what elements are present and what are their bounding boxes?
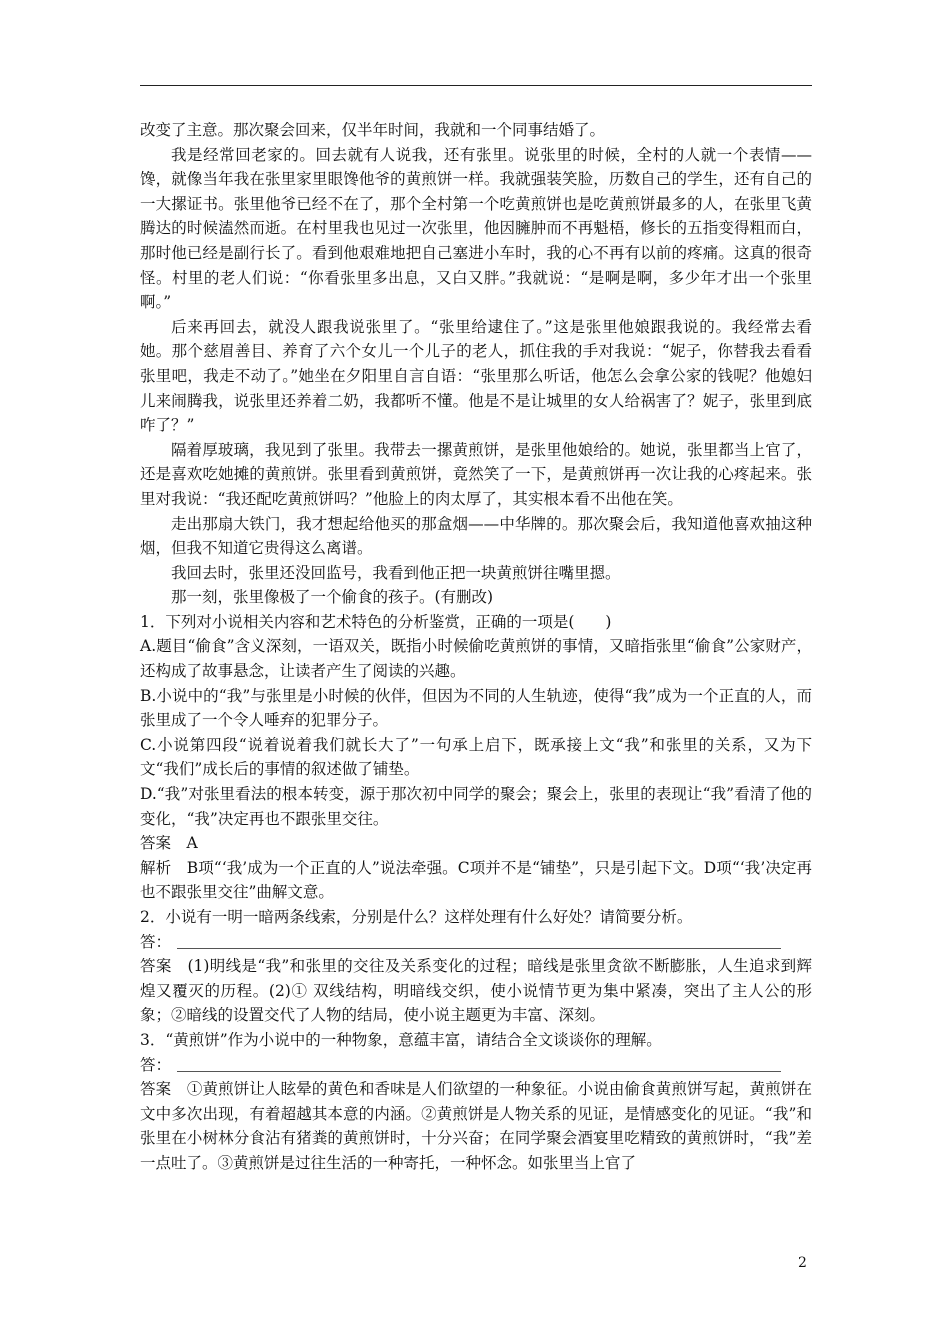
paragraph: 改变了主意。那次聚会回来，仅半年时间，我就和一个同事结婚了。 [140,121,606,139]
question-1: 1．下列对小说相关内容和艺术特色的分析鉴赏，正确的一项是( ) [140,612,612,631]
question-2-answer-line [140,930,812,955]
answer-blank [177,1055,781,1072]
page-number: 2 [798,1255,807,1271]
question-1-option-b: B.小说中的“我”与张里是小时候的伙伴，但因为不同的人生轨迹，使得“我”成为一个正直的人，而张里成了一个令人唾弃的犯罪分子。 [140,686,812,730]
paragraph: 我回去时，张里还没回监号，我看到他正把一块黄煎饼往嘴里摁。 [171,563,621,582]
answer-blank [177,932,781,949]
question-1-option-d: D.“我”对张里看法的根本转变，源于那次初中同学的聚会；聚会上，张里的表现让“我”看清了他的变化，“我”决定再也不跟张里交往。 [140,785,812,828]
question-3-answer: 答案 ①黄煎饼让人眩晕的黄色和香味是人们欲望的一种象征。小说由偷食黄煎饼写起，黄煎饼在文中多次出现，有着超越其本意的内涵。②黄煎饼是人物关系的见证，是情感变化的见证。“我”和张里在小树林分食沾有猪粪的黄煎饼时，十分兴奋；在同学聚会酒宴里吃精致的黄煎饼时，“我”差一点吐了。③黄煎饼是过往生活的一种寄托，一种怀念。如张里当上官了 [140,1080,812,1172]
header-rule [140,85,812,86]
question-1-answer: 答案 A [140,834,198,853]
question-2: 2．小说有一明一暗两条线索，分别是什么？这样处理有什么好处？请简要分析。 [140,908,693,926]
paragraph: 走出那扇大铁门，我才想起给他买的那盒烟——中华牌的。那次聚会后，我知道他喜欢抽这种烟，但我不知道它贵得这么离谱。 [140,514,812,558]
answer-label: 答： [140,932,172,951]
paragraph: 我是经常回老家的。回去就有人说我，还有张里。说张里的时候，全村的人就一个表情——馋，就像当年我在张里家里眼馋他爷的黄煎饼一样。我就强装笑脸，历数自己的学生，还有自己的一大摞证书。张里他爷已经不在了，那个全村第一个吃黄煎饼也是吃黄煎饼最多的人，在张里飞黄腾达的时候溘然而逝。在村里我也见过一次张里，他因臃肿而不再魁梧，修长的五指变得粗而白，那时他已经是副行长了。看到他艰难地把自己塞进小车时，我的心不再有以前的疼痛。这真的很奇怪。村里的老人们说：“你看张里多出息，又白又胖。”我就说：“是啊是啊，多少年才出一个张里啊。” [140,145,812,312]
answer-label: 答： [140,1055,172,1074]
paragraph: 后来再回去，就没人跟我说张里了。“张里给逮住了。”这是张里他娘跟我说的。我经常去看她。那个慈眉善目、养育了六个女儿一个儿子的老人，抓住我的手对我说：“妮子，你替我去看看张里吧，我走不动了。”她坐在夕阳里自言自语：“张里那么听话，他怎么会拿公家的钱呢？他媳妇儿来闹腾我，说张里还养着二奶，我都听不懂。他是不是让城里的女人给祸害了？妮子，张里到底咋了？” [140,317,812,435]
question-1-analysis: 解析 B项“‘我’成为一个正直的人”说法牵强。C项并不是“铺垫”，只是引起下文。D项“‘我’决定再也不跟张里交往”曲解文意。 [140,858,812,902]
question-2-answer: 答案 (1)明线是“我”和张里的交往及关系变化的过程；暗线是张里贪欲不断膨胀，人生追求到辉煌又覆灭的历程。(2)① 双线结构，明暗线交织，使小说情节更为集中紧凑，突出了主人公的形象；②暗线的设置交代了人物的结局，使小说主题更为丰富、深刻。 [140,957,812,1025]
question-3: 3．“黄煎饼”作为小说中的一种物象，意蕴丰富，请结合全文谈谈你的理解。 [140,1030,662,1049]
paragraph: 那一刻，张里像极了一个偷食的孩子。(有删改) [171,588,494,607]
question-1-option-c: C.小说第四段“说着说着我们就长大了”一句承上启下，既承接上文“我”和张里的关系，又为下文“我们”成长后的事情的叙述做了铺垫。 [140,735,812,779]
question-3-answer-line [140,1053,812,1078]
paragraph: 隔着厚玻璃，我见到了张里。我带去一摞黄煎饼，是张里他娘给的。她说，张里都当上官了，还是喜欢吃她摊的黄煎饼。张里看到黄煎饼，竟然笑了一下，是黄煎饼再一次让我的心疼起来。张里对我说：“我还配吃黄煎饼吗？”他脸上的肉太厚了，其实根本看不出他在笑。 [140,440,812,508]
document-body [140,118,812,1176]
question-1-option-a: A.题目“偷食”含义深刻，一语双关，既指小时候偷吃黄煎饼的事情，又暗指张里“偷食”公家财产，还构成了故事悬念，让读者产生了阅读的兴趣。 [140,637,812,681]
